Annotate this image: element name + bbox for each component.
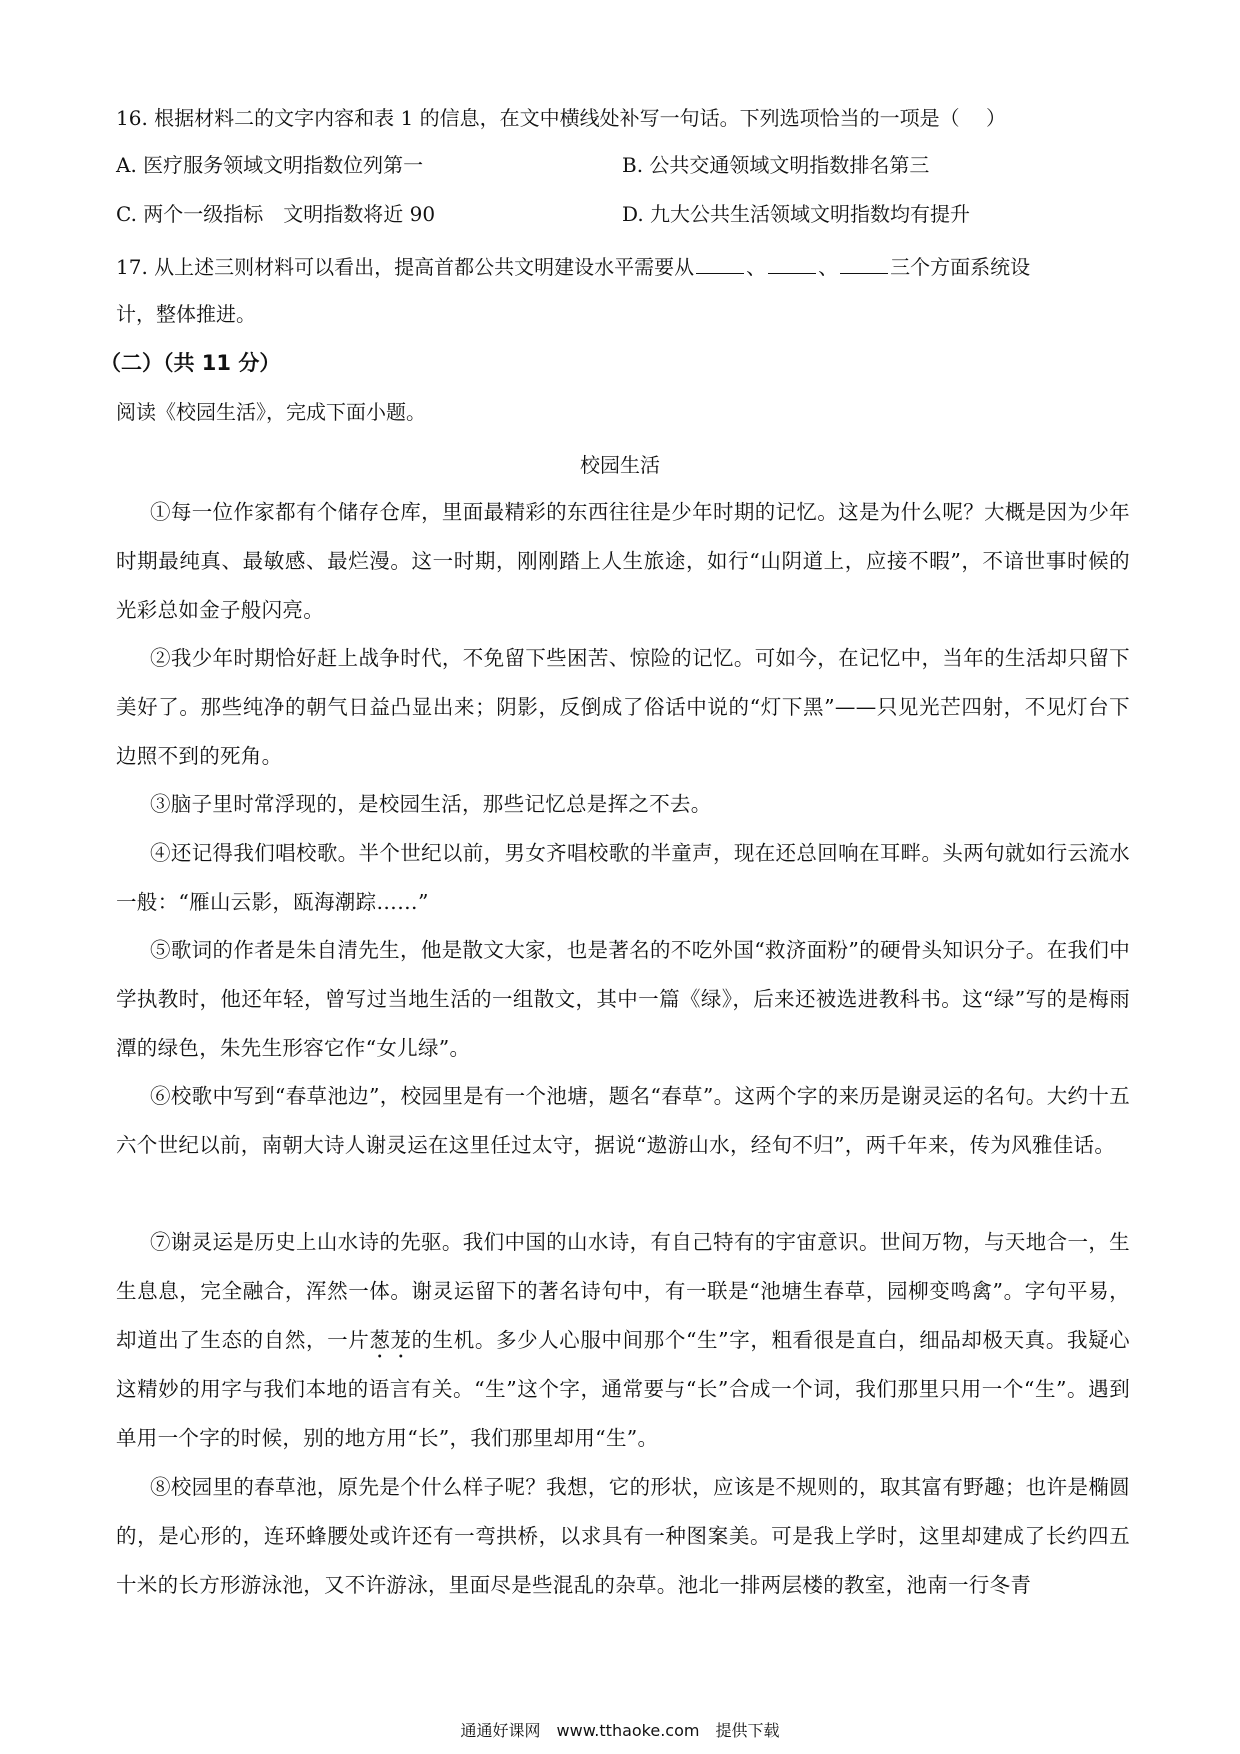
article-title: 校园生活 <box>580 453 660 477</box>
question-16-option-a: A. 医疗服务领域文明指数位列第一 <box>116 153 424 177</box>
paragraph-7-text-a: ⑦谢灵运是历史上山水诗的先驱。我们中国的山水诗，有自己特有的宇宙意识。世间万物，与天地合一，生生息息，完全融合，浑然一体。谢灵运留下的著名诗句中，有一联是“池塘生春草，园柳变鸣禽”。字句平易，却道出了生态的自然，一片 <box>116 1230 1130 1352</box>
question-16-option-d: D. 九大公共生活领域文明指数均有提升 <box>622 202 971 226</box>
paragraph-4: ④还记得我们唱校歌。半个世纪以前，男女齐唱校歌的半童声，现在还总回响在耳畔。头两句就如行云流水一般：“雁山云影，瓯海潮踪……” <box>116 841 1130 914</box>
paragraph-5: ⑤歌词的作者是朱自清先生，他是散文大家，也是著名的不吃外国“救济面粉”的硬骨头知识分子。在我们中学执教时，他还年轻，曾写过当地生活的一组散文，其中一篇《绿》，后来还被选进教科书。这“绿”写的是梅雨潭的绿色，朱先生形容它作“女儿绿”。 <box>116 938 1130 1060</box>
answer-blank-3 <box>840 253 888 274</box>
section-heading: （二）（共 11 分） <box>100 351 281 375</box>
paragraph-7-text-b: 的生机。多少人心服中间那个“生”字，粗看很是直白，细品却极天真。我疑心这精妙的用字与我们本地的语言有关。“生”这个字，通常要与“长”合成一个词，我们那里只用一个“生”。遇到单用一个字的时候，别的地方用“长”，我们那里却用“生”。 <box>116 1328 1130 1450</box>
answer-blank-1 <box>696 253 744 274</box>
paragraph-8: ⑧校园里的春草池，原先是个什么样子呢？我想，它的形状，应该是不规则的，取其富有野趣；也许是椭圆的，是心形的，连环蜂腰处或许还有一弯拱桥，以求具有一种图案美。可是我上学时，这里却建成了长约四五十米的长方形游泳池，又不许游泳，里面尽是些混乱的杂草。池北一排两层楼的教室，池南一行冬青 <box>116 1475 1130 1597</box>
paragraph-6: ⑥校歌中写到“春草池边”，校园里是有一个池塘，题名“春草”。这两个字的来历是谢灵运的名句。大约十五六个世纪以前，南朝大诗人谢灵运在这里任过太守，据说“遨游山水，经旬不归”，两千年来，传为风雅佳话。 <box>116 1084 1130 1157</box>
question-16-stem: 16. 根据材料二的文字内容和表 1 的信息，在文中横线处补写一句话。下列选项恰当的一项是（ ） <box>116 106 1006 130</box>
reading-instruction: 阅读《校园生活》，完成下面小题。 <box>116 400 426 424</box>
separator-1: 、 <box>746 255 767 279</box>
paragraph-7 <box>116 1218 1130 1463</box>
question-16-option-b: B. 公共交通领域文明指数排名第三 <box>622 153 930 177</box>
question-17-text: 17. 从上述三则材料可以看出，提高首都公共文明建设水平需要从 <box>116 255 695 279</box>
paragraph-1: ①每一位作家都有个储存仓库，里面最精彩的东西往往是少年时期的记忆。这是为什么呢？大概是因为少年时期最纯真、最敏感、最烂漫。这一时期，刚刚踏上人生旅途，如行“山阴道上，应接不暇”，不谙世事时候的光彩总如金子般闪亮。 <box>116 500 1130 622</box>
separator-2: 、 <box>818 255 839 279</box>
question-16-option-c: C. 两个一级指标 文明指数将近 90 <box>116 202 436 226</box>
question-17-line-2: 计，整体推进。 <box>116 302 256 326</box>
paragraph-3: ③脑子里时常浮现的，是校园生活，那些记忆总是挥之不去。 <box>150 792 712 816</box>
question-17-line-1 <box>116 252 1126 282</box>
question-17-text-end: 三个方面系统设 <box>890 255 1031 279</box>
emphasized-word: 葱茏 <box>369 1328 412 1352</box>
answer-blank-2 <box>768 253 816 274</box>
paragraph-2: ②我少年时期恰好赶上战争时代，不免留下些困苦、惊险的记忆。可如今，在记忆中，当年的生活却只留下美好了。那些纯净的朝气日益凸显出来；阴影，反倒成了俗话中说的“灯下黑”——只见光芒四射，不见灯台下边照不到的死角。 <box>116 646 1130 768</box>
footer-source: 通通好课网 www.tthaoke.com 提供下载 <box>460 1721 780 1740</box>
